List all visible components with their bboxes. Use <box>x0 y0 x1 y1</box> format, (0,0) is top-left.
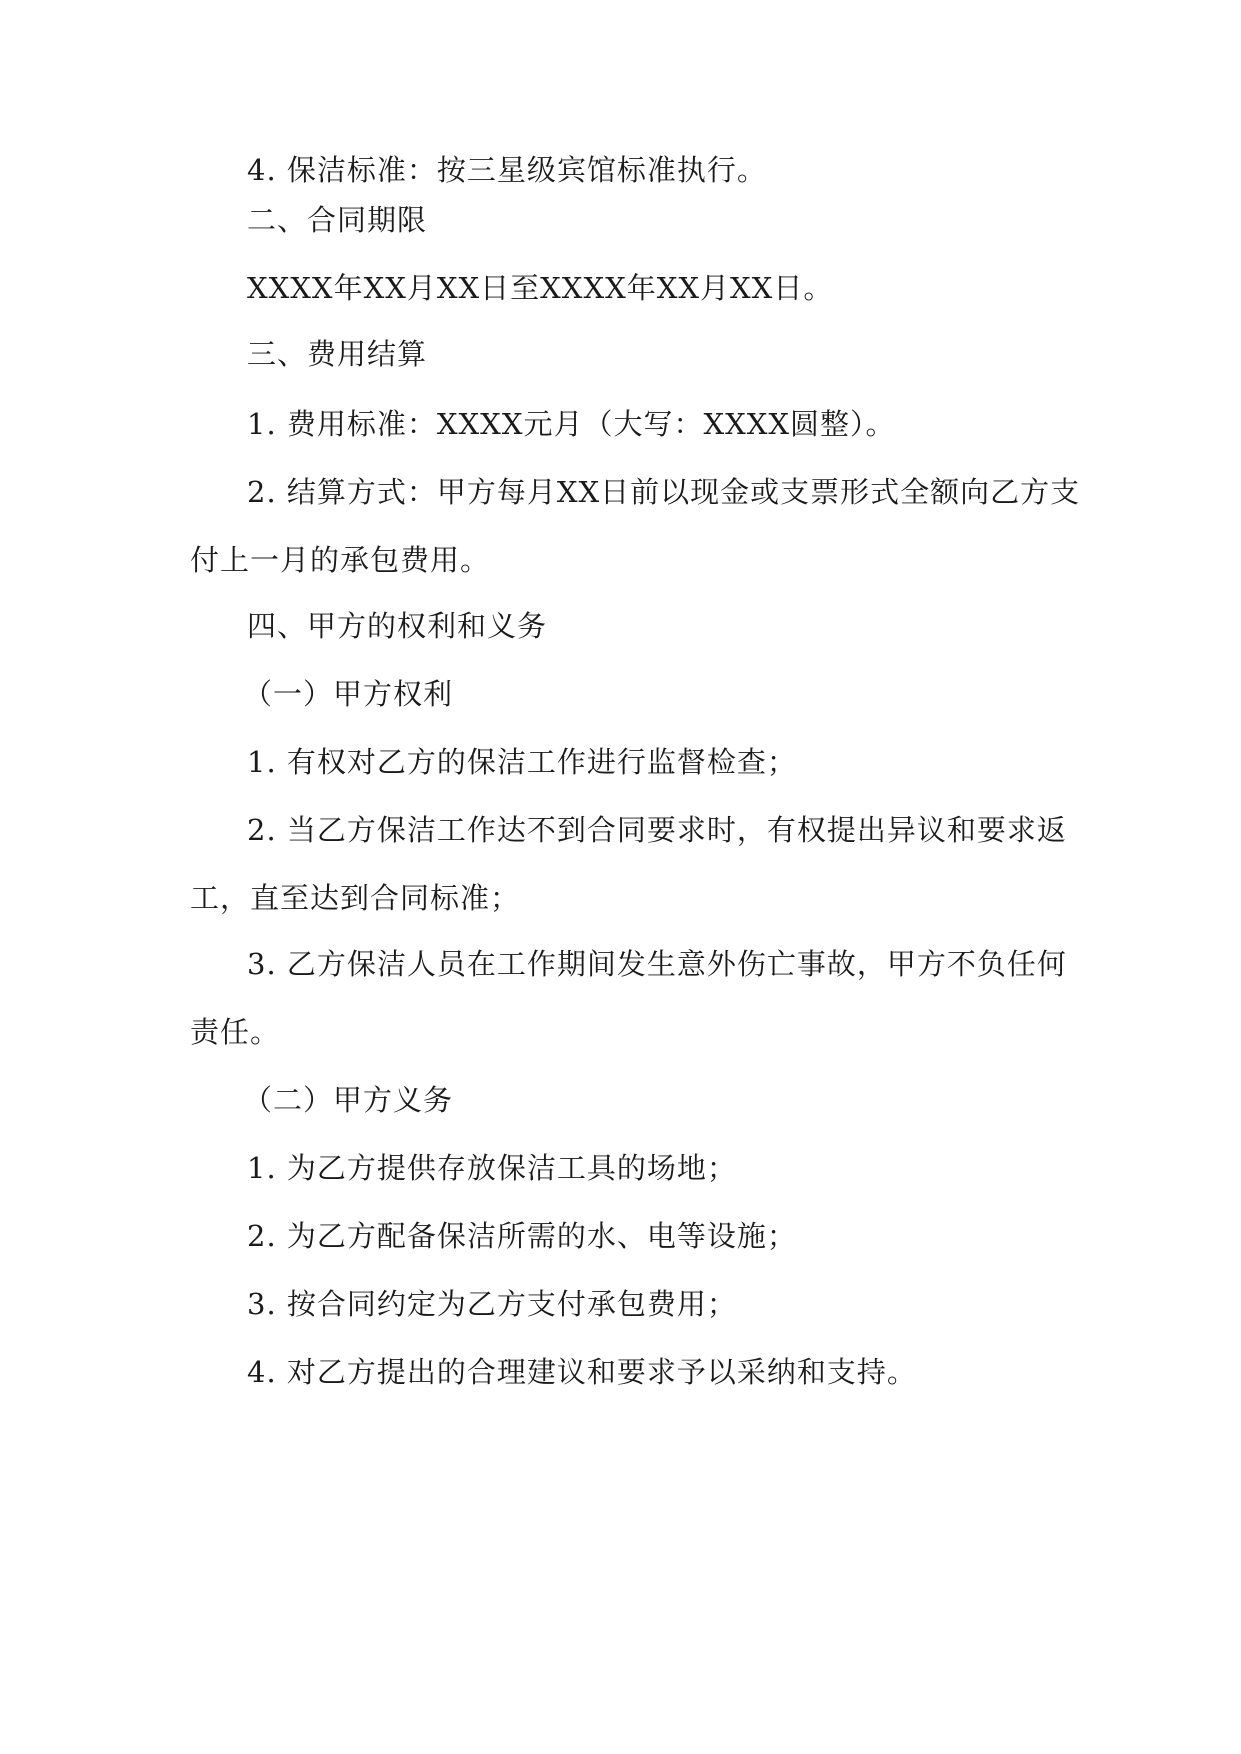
clause-settlement-method: 2. 结算方式：甲方每月XX日前以现金或支票形式全额向乙方支 <box>247 475 1081 509</box>
contract-term-dates: XXXX年XX月XX日至XXXX年XX月XX日。 <box>247 271 834 305</box>
clause-obligation-storage: 1. 为乙方提供存放保洁工具的场地； <box>247 1151 737 1185</box>
subsection-heading-party-a-obligations: （二）甲方义务 <box>243 1083 454 1117</box>
clause-right-supervise: 1. 有权对乙方的保洁工作进行监督检查； <box>247 745 797 779</box>
clause-obligation-utilities: 2. 为乙方配备保洁所需的水、电等设施； <box>247 1219 797 1253</box>
clause-obligation-support: 4. 对乙方提出的合理建议和要求予以采纳和支持。 <box>247 1355 917 1389</box>
clause-right-no-liability: 3. 乙方保洁人员在工作期间发生意外伤亡事故，甲方不负任何 <box>247 947 1067 981</box>
section-heading-fee-settlement: 三、费用结算 <box>247 337 428 371</box>
clause-right-object: 2. 当乙方保洁工作达不到合同要求时，有权提出异议和要求返 <box>247 813 1067 847</box>
section-heading-contract-term: 二、合同期限 <box>247 203 428 237</box>
clause-obligation-payment: 3. 按合同约定为乙方支付承包费用； <box>247 1287 737 1321</box>
clause-cleaning-standard: 4. 保洁标准：按三星级宾馆标准执行。 <box>247 153 767 187</box>
section-heading-party-a-rights-obligations: 四、甲方的权利和义务 <box>247 609 548 643</box>
clause-right-no-liability-cont: 责任。 <box>190 1015 281 1049</box>
subsection-heading-party-a-rights: （一）甲方权利 <box>243 677 454 711</box>
clause-fee-standard: 1. 费用标准：XXXX元月（大写：XXXX圆整）。 <box>247 407 896 441</box>
clause-settlement-method-cont: 付上一月的承包费用。 <box>190 543 491 577</box>
clause-right-object-cont: 工，直至达到合同标准； <box>190 881 521 915</box>
